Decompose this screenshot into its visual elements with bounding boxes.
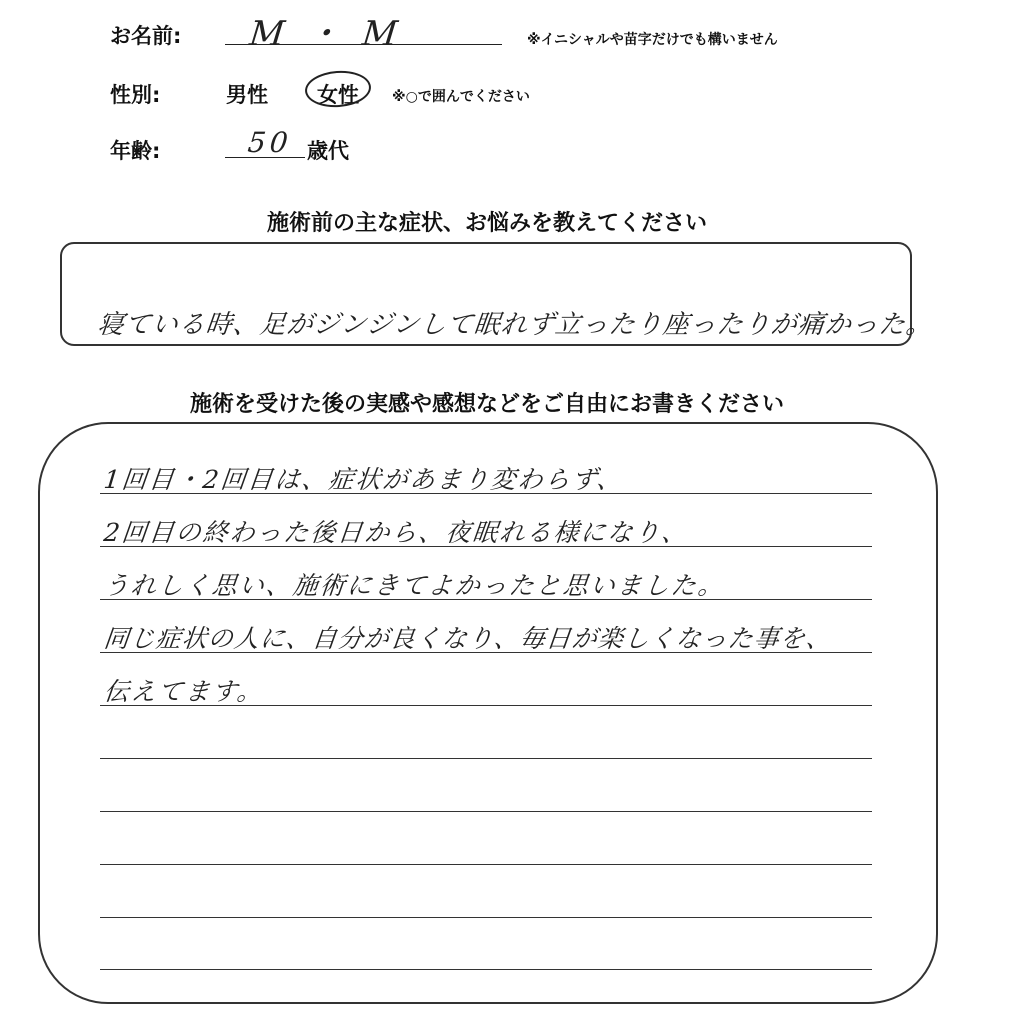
- impression-line-1: 1回目・2回目は、症状があまり変わらず、: [102, 465, 626, 494]
- impression-line-3: うれしく思い、施術にきてよかったと思いました。: [102, 571, 727, 600]
- ruled-line: [100, 864, 872, 865]
- ruled-line: [100, 917, 872, 918]
- age-suffix: 歳代: [307, 139, 349, 163]
- gender-selected-circle: [304, 69, 372, 110]
- impression-line-5: 伝えてます。: [102, 677, 266, 706]
- age-label: 年齢:: [110, 139, 161, 163]
- name-value: M・M: [247, 14, 422, 54]
- ruled-line: [100, 758, 872, 759]
- age-value: 50: [246, 126, 294, 159]
- gender-option-female: 女性: [317, 83, 359, 107]
- name-label: お名前:: [110, 24, 182, 48]
- ruled-line: [100, 969, 872, 970]
- name-note: ※イニシャルや苗字だけでも構いません: [527, 32, 778, 48]
- gender-note: ※○で囲んでください: [392, 89, 530, 105]
- symptoms-heading: 施術前の主な症状、お悩みを教えてください: [266, 211, 707, 236]
- impression-line-4: 同じ症状の人に、自分が良くなり、毎日が楽しくなった事を、: [102, 624, 834, 653]
- gender-label: 性別:: [110, 83, 161, 107]
- ruled-line: [100, 811, 872, 812]
- symptoms-answer: 寝ている時、足がジンジンして眠れず立ったり座ったりが痛かった。: [96, 310, 935, 340]
- impressions-heading: 施術を受けた後の実感や感想などをご自由にお書きください: [189, 392, 784, 417]
- gender-option-male: 男性: [226, 83, 268, 107]
- impression-line-2: 2回目の終わった後日から、夜眠れる様になり、: [102, 518, 691, 547]
